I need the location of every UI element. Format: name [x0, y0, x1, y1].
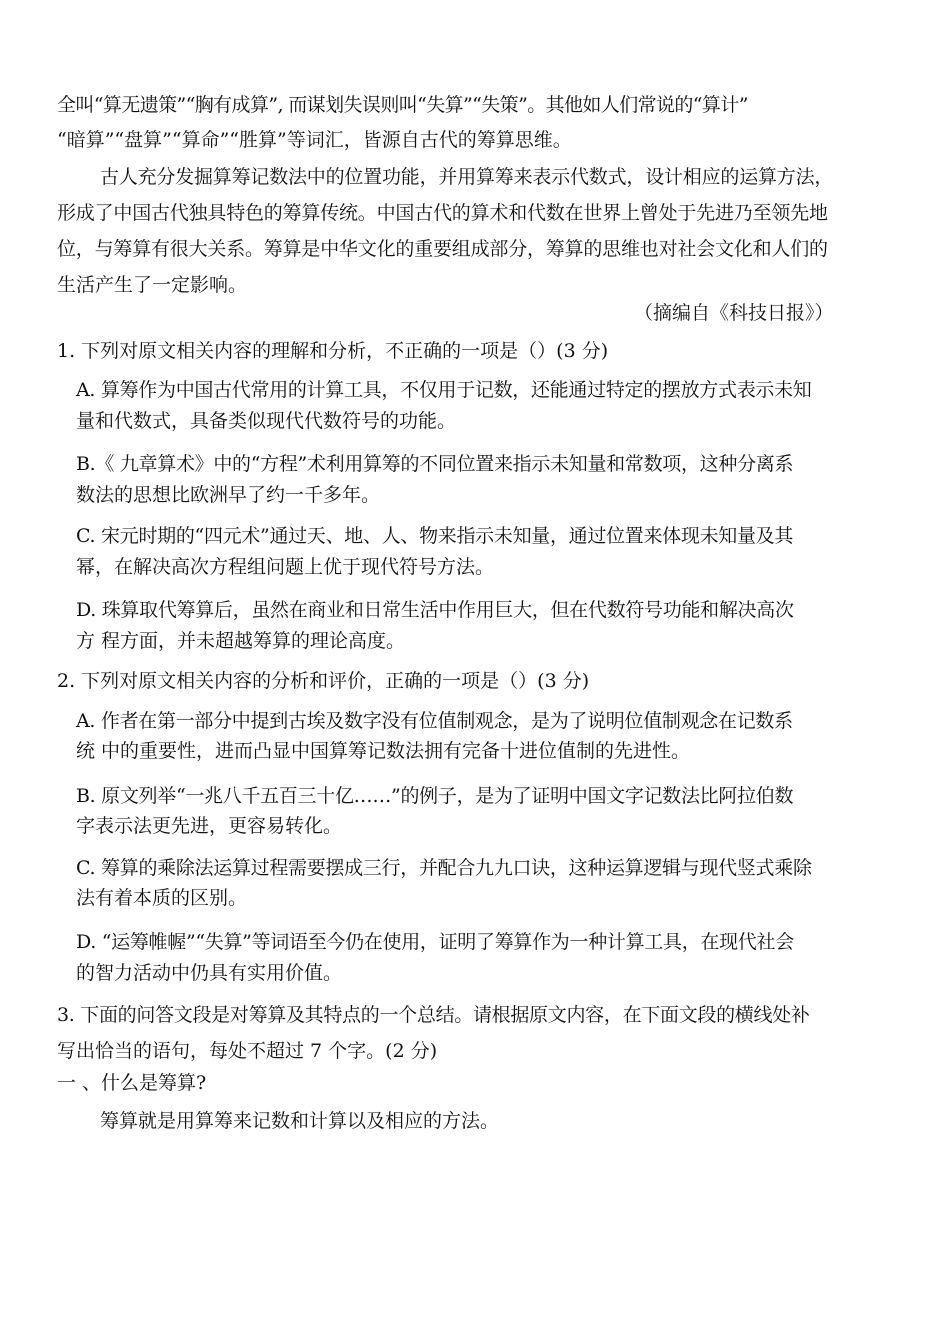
q1-option-d-line-2: 方 程方面，并未超越筹算的理论高度。	[76, 630, 406, 652]
q2-option-b-line-2: 字表示法更先进，更容易转化。	[76, 815, 343, 837]
intro-line-2: “暗算”“盘算”“算命”“胜算”等词汇，皆源自古代的筹算思维。	[57, 129, 572, 151]
para2-line-3: 位，与筹算有很大关系。筹算是中华文化的重要组成部分，筹算的思维也对社会文化和人们的	[57, 238, 828, 260]
para2-line-2: 形成了中国古代独具特色的筹算传统。中国古代的算术和代数在世界上曾处于先进乃至领先地	[57, 202, 828, 224]
para2-line-1: 古人充分发掘算筹记数法中的位置功能，并用算筹来表示代数式，设计相应的运算方法，	[100, 166, 834, 188]
q1-option-b-line-2: 数法的思想比欧洲早了约一千多年。	[76, 484, 381, 506]
q1-stem: 1. 下列对原文相关内容的理解和分析，不正确的一项是（）(3 分)	[57, 340, 609, 362]
para2-line-4: 生活产生了一定影响。	[57, 274, 248, 296]
q3-answer: 筹算就是用算筹来记数和计算以及相应的方法。	[100, 1110, 500, 1132]
q2-stem: 2. 下列对原文相关内容的分析和评价，正确的一项是（）(3 分)	[57, 670, 590, 692]
q3-stem-line-1: 3. 下面的问答文段是对筹算及其特点的一个总结。请根据原文内容，在下面文段的横线处补	[57, 1004, 810, 1026]
q2-option-c-line-2: 法有着本质的区别。	[76, 887, 248, 909]
q3-stem-line-2: 写出恰当的语句，每处不超过 7 个字。(2 分)	[57, 1040, 438, 1062]
q1-option-c-line-1: C. 宋元时期的“四元术”通过天、地、人、物来指示未知量，通过位置来体现未知量及其	[76, 525, 794, 547]
q2-option-a-line-1: A. 作者在第一部分中提到古埃及数字没有位值制观念，是为了说明位值制观念在记数系	[76, 710, 793, 732]
source-citation: （摘编自《科技日报》）	[634, 302, 834, 324]
q2-option-b-line-1: B. 原文列举“一兆八千五百三十亿……”的例子，是为了证明中国文字记数法比阿拉伯数	[76, 785, 794, 807]
q1-option-d-line-1: D. 珠算取代筹算后，虽然在商业和日常生活中作用巨大，但在代数符号功能和解决高次	[76, 599, 794, 621]
q2-option-d-line-2: 的智力活动中仍具有实用价值。	[76, 962, 343, 984]
q1-option-a-line-2: 量和代数式，具备类似现代代数符号的功能。	[76, 410, 457, 432]
q2-option-c-line-1: C. 筹算的乘除法运算过程需要摆成三行，并配合九九口诀，这种运算逻辑与现代竖式乘除	[76, 857, 812, 879]
q1-option-a-line-1: A. 算筹作为中国古代常用的计算工具，不仅用于记数，还能通过特定的摆放方式表示未知	[76, 379, 812, 401]
q2-option-d-line-1: D. “运筹帷幄”“失算”等词语至今仍在使用，证明了筹算作为一种计算工具，在现代社会	[76, 931, 794, 953]
q2-option-a-line-2: 统 中的重要性，进而凸显中国算筹记数法拥有完备十进位值制的先进性。	[76, 740, 691, 762]
intro-line-1: 全叫“算无遗策”“胸有成算”, 而谋划失误则叫“失算”“失策”。其他如人们常说的“算计”	[57, 94, 748, 116]
q1-option-b-line-1: B.《 九章算术》中的“方程”术利用算筹的不同位置来指示未知量和常数项，这种分离系	[76, 453, 794, 475]
q3-heading: 一 、什么是筹算?	[57, 1072, 207, 1094]
q1-option-c-line-2: 幂，在解决高次方程组问题上优于现代符号方法。	[76, 556, 495, 578]
